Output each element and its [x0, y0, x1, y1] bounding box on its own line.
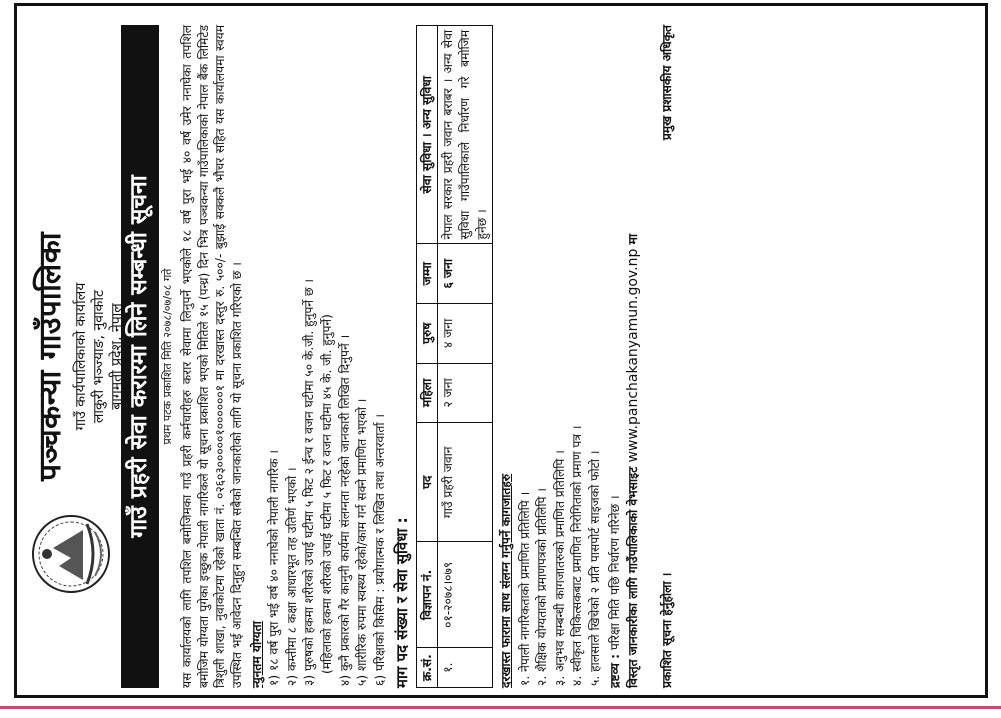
letterhead-text [31, 25, 126, 688]
documents-list [517, 25, 604, 688]
document-item: २. शैक्षिक योग्यताको प्रमाणपत्रको प्रतिलिपि । [535, 488, 550, 686]
documents-title: दरखास्त फारामा साथ संलग्न गर्नुपर्ने कागजातहरु [499, 473, 514, 688]
qualification-item: ६) परिक्षाको किसिम : प्रयोगात्मक र लिखित तथा अन्तरवार्ता । [372, 413, 387, 686]
document-item: ३. अनुभव सम्बन्धी कागजातरुको प्रमाणित प्रतिलिपि । [552, 450, 567, 686]
qualification-item: ३) पुरुषको हकमा शरीरको उचाई घटीमा ५ फिट २ ईन्च र वजन घटीमा ५० के.जी. हुनुपर्ने छ । [302, 279, 317, 686]
table-cell: ६ जना [438, 244, 493, 304]
column-header: पुरुष [416, 304, 438, 364]
qualifications-list [266, 25, 388, 688]
positions-title: माग पद संख्या र सेवा सुविधा : [393, 517, 412, 688]
office-name: गाउँ कार्यपालिकाको कार्यालय [72, 282, 89, 431]
document-item: ५. हालसाले खिचेको २ प्रति पासपोर्ट साइजको फोटो । [588, 450, 603, 686]
table-cell: ०१-२०७८।०७९ [438, 542, 493, 648]
qualification-item: ५) शारीरिक रुपमा स्वस्थ्य रहेको/काम गर्न सक्ने प्रमाणित भएको । [355, 398, 370, 686]
qualification-item: १) १८ वर्ष पुरा भई वर्ष ४० ननाघेको नेपाली नागरिक । [267, 449, 282, 686]
column-header: सेवा सुविधा । अन्य सुविधा [416, 26, 438, 244]
table-cell: नेपाल सरकार प्रहरी जवान बराबर । अन्य सेवा सुविधा गाउँपालिकाले निर्धारण गरे बमोजिम हुनेछ । [438, 26, 493, 244]
website-url: www.panchakanyamun.gov.np [625, 248, 642, 463]
table-cell: १. [438, 648, 493, 688]
qualification-item: ४) कुनै प्रकारको गैर कानुनी कार्यमा संलग्नता नरहेको जानकारी लिखित दिनुपर्ने । [337, 334, 352, 686]
note-line [607, 25, 624, 688]
qualifications-heading: न्युनतम योग्यता [249, 621, 264, 688]
notice-title-banner: गाउँ प्रहरी सेवा करारमा लिने सम्बन्धी सूचना [121, 25, 159, 688]
website-lead: विस्तृत जानकारीका लागि गाउँपालिकाको वेभसाइट [626, 466, 641, 688]
column-header: पद [416, 423, 438, 542]
organization-name: पञ्चकन्या गाउँपालिका [33, 231, 68, 482]
letterhead [27, 25, 126, 688]
office-address: लाकुरी भञ्ज्याङ, नुवाकोट [90, 289, 107, 424]
qualification-item: २) कम्तीमा ८ कक्षा आधारभूत तह उतिर्ण भएको । [284, 467, 299, 686]
notice-content [21, 15, 983, 698]
published-line: प्रकाशित सूचना हेर्नुहोला । [660, 572, 675, 688]
column-header: विज्ञापन नं. [416, 542, 438, 648]
table-row [438, 26, 493, 688]
note-text: परिक्षा मिति पछि निर्धारण गरिनेछ । [607, 495, 622, 651]
table-cell: २ जना [438, 363, 493, 423]
column-header: क्र.सं. [416, 648, 438, 688]
published-date: प्रथम पटक प्रकाशित मिति २०७८/०७/०८ गते [161, 268, 175, 445]
province-name: बागमती प्रदेश, नेपाल [109, 303, 126, 410]
column-header: महिला [416, 363, 438, 423]
table-header-row [416, 26, 438, 688]
column-header: जम्मा [416, 244, 438, 304]
website-line [624, 25, 643, 688]
table-cell: ४ जना [438, 304, 493, 364]
intro-paragraph: यस कार्यालयको लागि तपशिल बमोजिमका गाउँ प्रहरी कर्मचारीहरु करार सेवामा लिनुपर्ने भएकोले १८ वर्ष पुरा भई ४० वर्ष उमेर ननाघेका तपशिल बमोजिम योग्यता पुगेका इच्छुक नेपाली नागरिकले यो सूचना प्रकाशित भएको मितिले १५ (पन्ध्र) दिन भित्र पञ्चकन्या गाउँपालिकाको नेपाल बैंक लिमिटेड त्रिशुली शाखा, नुवाकोटमा रहेको खाता नं. ०२६०३०००००१००००००१ मा दरखास्त दस्तुर रु. ५००/- बुझाई सक्कलै भौचर सहित यस कार्यालयमा स्वयम उपस्थित भई आवेदन दिनुहुन सम्बन्धित सबैको जानकारीको लागि यो सूचना प्रकाशित गरिएको छ । [180, 25, 244, 688]
footer-row [645, 25, 676, 688]
note-label: द्रष्टव्य : [607, 654, 622, 688]
signature-title: प्रमुख प्रशासकीय अधिकृत [660, 25, 675, 141]
bottom-rule [0, 706, 1001, 709]
qualification-item: (महिलाको हकमा शरीरको उचाई घटीमा ५ फिट र वजन घटीमा ४५ के. जी. हुनुपर्ने) [319, 314, 334, 674]
document-item: १. नेपाली नागरिकताको प्रमाणित प्रतिलिपि । [517, 491, 532, 686]
table-cell: गाउँ प्रहरी जवान [438, 423, 493, 542]
positions-table [416, 25, 493, 688]
document-item: ४. स्वीकृत चिकित्सकबाट प्रमाणित निरोगिताको प्रमाण पत्र । [570, 425, 585, 686]
website-tail: मा [626, 233, 641, 245]
